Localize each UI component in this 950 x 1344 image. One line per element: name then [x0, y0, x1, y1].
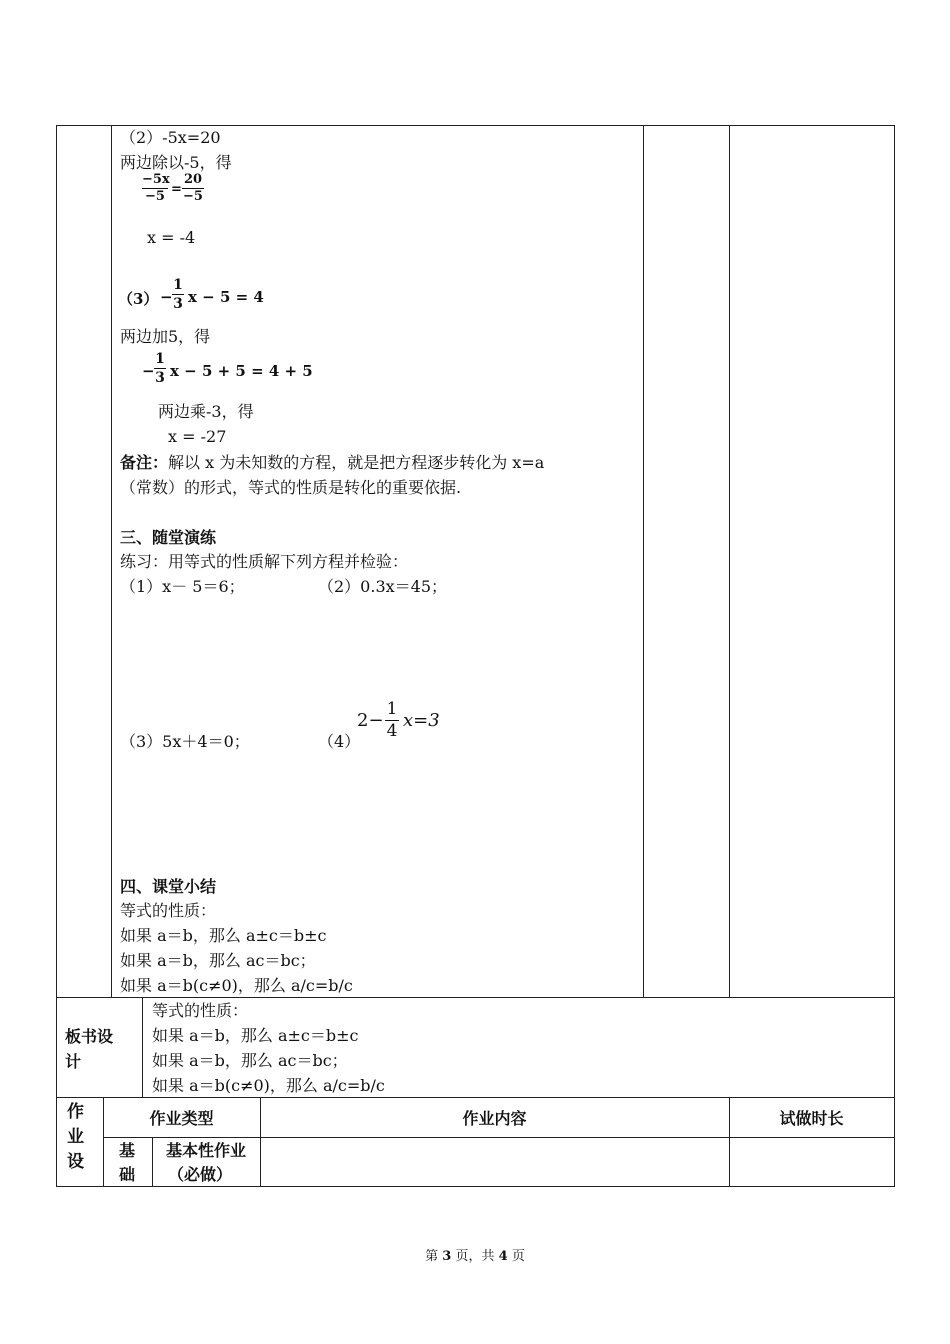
table-border-bottom: [56, 1186, 895, 1187]
practice-q2: （2）0.3x＝45；: [318, 577, 448, 596]
step3-label: （3）: [118, 290, 159, 308]
hw-divider-2: [152, 1137, 153, 1187]
summary-line3: 如果 a＝b，那么 ac＝bc；: [120, 951, 316, 970]
summary-line4: 如果 a＝b(c≠0)，那么 a/c=b/c: [120, 976, 353, 995]
col-divider-3: [729, 125, 730, 997]
board-divider: [142, 997, 143, 1097]
practice-q1: （1）x－ 5＝6；: [120, 577, 245, 596]
col-divider-1: [111, 125, 112, 997]
board-label-line1: 板书设: [65, 1027, 114, 1046]
hw-header-divider: [103, 1137, 895, 1138]
step3-result: x = -27: [168, 427, 227, 446]
step3-line2-rest: x − 5 + 5 = 4 + 5: [170, 362, 313, 380]
practice-q4-left: 2−: [357, 710, 384, 731]
hw-col-content: 作业内容: [462, 1108, 527, 1128]
step3-line2-frac: [154, 350, 166, 387]
hw-basic-type-line1: 基本性作业: [166, 1141, 247, 1160]
table-border-top: [56, 125, 895, 126]
step3-add-text: 两边加5，得: [120, 327, 211, 346]
table-border-left: [56, 125, 57, 1187]
hw-label-char-3: 设: [67, 1152, 84, 1172]
note-text-1: 解以 x 为未知数的方程，就是把方程逐步转化为 x=a: [168, 453, 545, 472]
step2-frac-left: [142, 172, 168, 205]
step2-equals: =: [171, 182, 182, 197]
hw-basic-char-2: 础: [119, 1165, 136, 1184]
note-line2: （常数）的形式，等式的性质是转化的重要依据.: [120, 478, 462, 497]
hw-col-time: 试做时长: [779, 1108, 844, 1128]
step3-multiply-text: 两边乘-3，得: [158, 402, 254, 421]
hw-col-type: 作业类型: [149, 1108, 214, 1128]
footer-total-pages: 4: [498, 1249, 508, 1264]
practice-instruction: 练习：用等式的性质解下列方程并检验：: [120, 552, 409, 571]
frac-denominator: 4: [386, 721, 398, 741]
practice-q4-right: x=3: [403, 710, 440, 731]
step3-minus: −: [160, 288, 173, 306]
board-line2: 如果 a＝b，那么 a±c＝b±c: [152, 1026, 359, 1045]
frac-denominator: 3: [173, 296, 183, 312]
hw-label-char-2: 业: [67, 1127, 84, 1147]
frac-numerator: 1: [386, 699, 398, 719]
footer-mid: 页，共: [455, 1249, 495, 1264]
practice-q4-label: （4）: [318, 732, 361, 751]
step3-equation-rest: x − 5 = 4: [188, 288, 264, 306]
note-line1: [120, 453, 544, 473]
board-line3: 如果 a＝b，那么 ac＝bc；: [152, 1051, 348, 1070]
board-line1: 等式的性质：: [152, 1001, 249, 1020]
row-divider-board: [56, 997, 895, 998]
step2-divide-text: 两边除以-5，得: [120, 153, 232, 172]
col-divider-2: [643, 125, 644, 997]
summary-line1: 等式的性质：: [120, 901, 217, 920]
frac-numerator: 20: [183, 172, 203, 187]
frac-numerator: 1: [173, 277, 183, 293]
hw-label-char-1: 作: [67, 1102, 84, 1122]
board-label-line2: 计: [65, 1052, 82, 1071]
board-line4: 如果 a＝b(c≠0)，那么 a/c=b/c: [152, 1076, 385, 1095]
summary-line2: 如果 a＝b，那么 a±c＝b±c: [120, 926, 327, 945]
page-footer: [0, 1247, 950, 1267]
step2-result: x = -4: [147, 228, 196, 247]
step3-frac: [172, 276, 184, 313]
summary-heading: 四、课堂小结: [120, 877, 217, 896]
practice-q4-frac: [385, 699, 399, 742]
step3-line2-minus: −: [142, 362, 155, 380]
hw-basic-char-1: 基: [119, 1141, 136, 1160]
footer-page-number: 3: [442, 1249, 452, 1264]
frac-denominator: 3: [155, 370, 165, 386]
hw-basic-type-line2: （必做）: [168, 1165, 233, 1184]
table-border-right: [894, 125, 895, 1187]
frac-denominator: −5: [183, 189, 203, 204]
frac-numerator: −5x: [142, 172, 170, 187]
footer-pre: 第: [425, 1249, 439, 1264]
frac-numerator: 1: [155, 351, 165, 367]
footer-post: 页: [511, 1249, 525, 1264]
step2-equation: （2）-5x=20: [120, 128, 221, 147]
step2-frac-right: [182, 172, 204, 205]
note-label: 备注：: [120, 453, 169, 472]
frac-denominator: −5: [145, 189, 165, 204]
practice-heading: 三、随堂演练: [120, 528, 217, 547]
practice-q3: （3）5x＋4＝0；: [120, 732, 250, 751]
